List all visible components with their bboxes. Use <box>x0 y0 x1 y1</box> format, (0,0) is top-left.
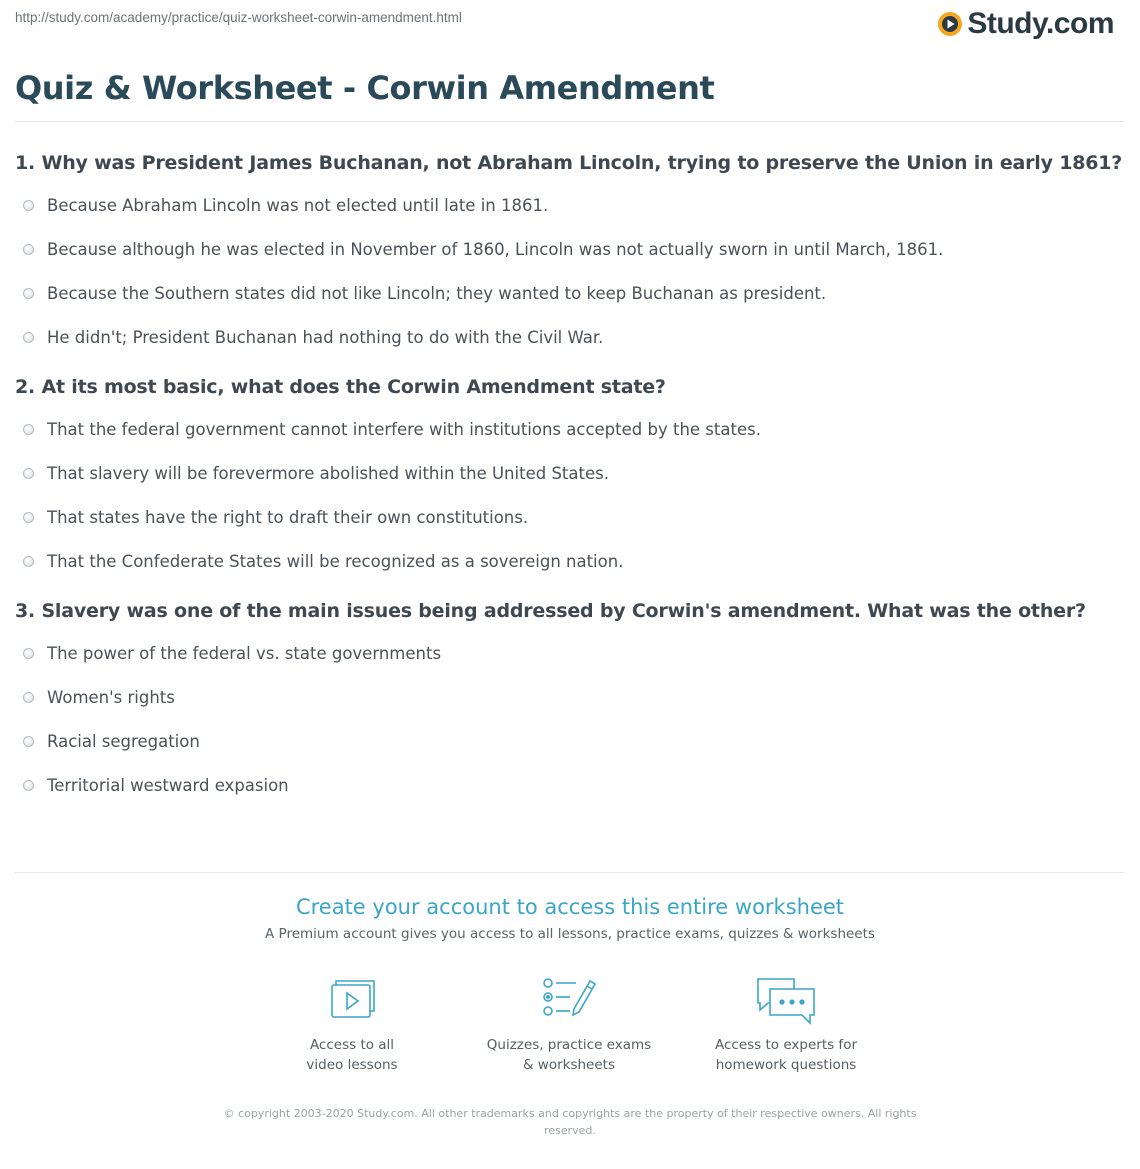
radio-button[interactable] <box>23 648 34 659</box>
radio-button[interactable] <box>23 332 34 343</box>
radio-button[interactable] <box>23 288 34 299</box>
radio-button[interactable] <box>23 468 34 479</box>
answer-text[interactable]: He didn't; President Buchanan had nothing to do with the Civil War. <box>47 327 604 347</box>
question-text: 2. At its most basic, what does the Corwin Amendment state? <box>15 376 666 398</box>
question-text: 1. Why was President James Buchanan, not Abraham Lincoln, trying to preserve the Union in early 1861? <box>15 152 1123 174</box>
radio-button[interactable] <box>23 200 34 211</box>
feature-line: homework questions <box>715 1057 857 1073</box>
answer-text[interactable]: That the federal government cannot interfere with institutions accepted by the states. <box>47 419 761 439</box>
logo-text: Study.com <box>967 7 1114 40</box>
radio-button[interactable] <box>23 244 34 255</box>
feature-line: & worksheets <box>522 1057 615 1073</box>
page-title: Quiz & Worksheet - Corwin Amendment <box>15 69 715 107</box>
answer-text[interactable]: Racial segregation <box>47 731 200 751</box>
answer-choice[interactable] <box>15 686 1125 708</box>
divider <box>15 121 1125 122</box>
feature-line: Access to experts for <box>714 1037 857 1053</box>
answer-text[interactable]: Because although he was elected in November of 1860, Lincoln was not actually sworn in until March, 1861. <box>47 239 944 259</box>
answer-text[interactable]: Territorial westward expasion <box>47 775 289 795</box>
feature-experts <box>686 975 886 1075</box>
answer-text[interactable]: That slavery will be forevermore abolished within the United States. <box>47 463 609 483</box>
feature-video-lessons <box>252 975 452 1075</box>
question-2 <box>15 376 1125 572</box>
radio-button[interactable] <box>23 424 34 435</box>
question-text: 3. Slavery was one of the main issues being addressed by Corwin's amendment. What was the other? <box>15 600 1086 622</box>
answer-choice[interactable] <box>15 282 1125 304</box>
video-lessons-icon <box>326 975 378 1021</box>
feature-line: Quizzes, practice exams <box>486 1037 652 1053</box>
radio-button[interactable] <box>23 512 34 523</box>
feature-line: video lessons <box>306 1057 398 1073</box>
feature-line: Access to all <box>309 1037 395 1053</box>
divider <box>15 872 1125 873</box>
cta-link[interactable]: Create your account to access this entire worksheet <box>295 895 845 919</box>
question-list <box>15 152 1125 824</box>
chat-bubbles-icon <box>754 975 818 1027</box>
answer-choice[interactable] <box>15 418 1125 440</box>
copyright-text: © copyright 2003-2020 Study.com. All other trademarks and copyrights are the property of their respective owners. All rights reserved. <box>223 1107 917 1137</box>
answer-text[interactable]: That states have the right to draft their own constitutions. <box>47 507 529 527</box>
answer-choice[interactable] <box>15 238 1125 260</box>
radio-button[interactable] <box>23 780 34 791</box>
answer-choice[interactable] <box>15 326 1125 348</box>
answer-choice[interactable] <box>15 462 1125 484</box>
study-logo[interactable] <box>937 6 1114 42</box>
play-logo-icon <box>937 11 963 37</box>
answer-choice[interactable] <box>15 194 1125 216</box>
radio-button[interactable] <box>23 736 34 747</box>
answer-text[interactable]: The power of the federal vs. state governments <box>47 643 442 663</box>
answer-choice[interactable] <box>15 774 1125 796</box>
question-1 <box>15 152 1125 348</box>
answer-text[interactable]: Women's rights <box>47 687 175 707</box>
feature-quizzes <box>469 975 669 1075</box>
question-3 <box>15 600 1125 796</box>
answer-choice[interactable] <box>15 550 1125 572</box>
quiz-checklist-icon <box>540 975 598 1021</box>
answer-text[interactable]: That the Confederate States will be recognized as a sovereign nation. <box>47 551 624 571</box>
answer-text[interactable]: Because the Southern states did not like Lincoln; they wanted to keep Buchanan as president. <box>47 283 827 303</box>
radio-button[interactable] <box>23 556 34 567</box>
page-url: http://study.com/academy/practice/quiz-worksheet-corwin-amendment.html <box>15 10 462 25</box>
answer-text[interactable]: Because Abraham Lincoln was not elected until late in 1861. <box>47 195 549 215</box>
answer-choice[interactable] <box>15 730 1125 752</box>
radio-button[interactable] <box>23 692 34 703</box>
cta-subtitle: A Premium account gives you access to all lessons, practice exams, quizzes & worksheets <box>265 926 875 942</box>
answer-choice[interactable] <box>15 642 1125 664</box>
answer-choice[interactable] <box>15 506 1125 528</box>
